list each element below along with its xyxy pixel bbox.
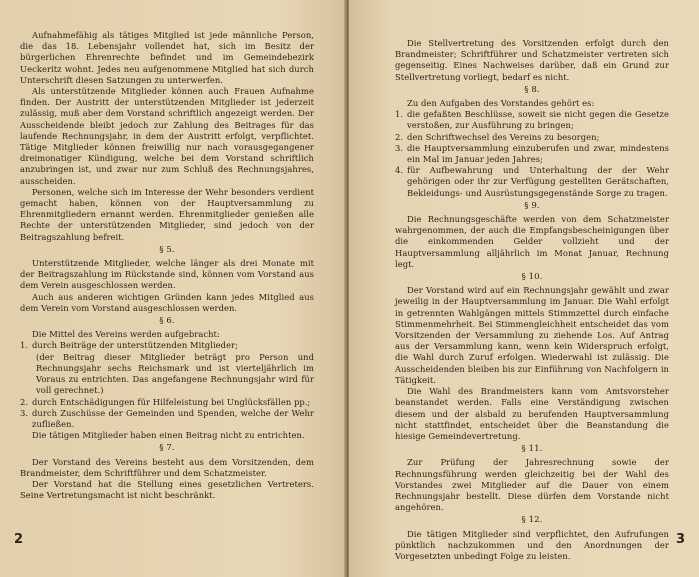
list-item-number: 2.	[20, 396, 29, 407]
paragraph: Die tätigen Mitglieder sind verpflichtet, den Aufrufungen pünktlich nachzukommen und den Anordnungen der Vorgesetzten unbedingt Folge zu leisten.	[395, 528, 669, 561]
list-item-text: durch Entschädigungen für Hilfeleistung bei Unglücksfällen pp.;	[32, 396, 311, 407]
section-heading: § 9.	[524, 200, 540, 211]
list-item	[395, 109, 669, 131]
list-item-text: die Hauptversammlung einzuberufen und zwar, mindestens ein Mal im Januar jeden Jahres;	[407, 142, 669, 165]
paragraph: Zur Prüfung der Jahresrechnung sowie der Rechnungsführung werden gleichzeitig bei der Wahl des Vorstandes zwei Mitglieder auf die Dauer von einem Rechnungsjahr bestellt. Diese dürfen dem Vorstande nicht angehören.	[395, 457, 669, 513]
section-heading: § 7.	[159, 443, 175, 454]
right-page-text	[395, 38, 669, 562]
list-item-number: 2.	[395, 131, 404, 142]
list-item-text: den Schriftwechsel des Vereins zu besorgen;	[407, 131, 600, 142]
section-heading: § 11.	[521, 444, 543, 455]
section-heading: § 6.	[159, 316, 175, 327]
page-number-right: 3	[675, 532, 685, 547]
list-item	[395, 132, 669, 143]
section-heading: § 12.	[521, 515, 543, 526]
paragraph: Die Mittel des Vereins werden aufgebracht:	[32, 329, 220, 340]
list-item-text: für Aufbewahrung und Unterhaltung der der Wehr gehörigen oder ihr zur Verfügung gestellten Gerätschaften, Bekleidungs- und Ausrüstungsgegenstände Sorge zu tragen.	[407, 165, 669, 198]
list-item-text: durch Beiträge der unterstützenden Mitglieder;	[32, 340, 239, 351]
list-item-number: 3.	[395, 142, 404, 153]
list-item-number: 3.	[20, 407, 29, 418]
paragraph: Auch aus anderen wichtigen Gründen kann jedes Mitglied aus dem Verein vom Vorstand ausgeschlossen werden.	[20, 291, 314, 313]
list-item-number: 1.	[395, 109, 404, 120]
paragraph: Der Vorstand wird auf ein Rechnungsjahr gewählt und zwar jeweilig in der Hauptversammlung im Januar. Die Wahl erfolgt in getrennten Wahlgängen mittels Stimmzettel durch einfache Stimmenmehrheit. Bei Stimmengleichheit entscheidet das vom Vorsitzenden der Versammlung zu ziehende Los. Auf Antrag aus der Versammlung kann, wenn kein Widerspruch erfolgt, die Wahl durch Zuruf erfolgen. Wiederwahl ist zulässig. Die Ausscheidenden bleiben bis zur Einführung von Nachfolgern in Tätigkeit.	[395, 285, 669, 385]
section-heading: § 5.	[159, 244, 175, 255]
paragraph: Personen, welche sich im Interesse der Wehr besonders verdient gemacht haben, können von der Hauptversammlung zu Ehrenmitgliedern ernannt werden. Ehrenmitglieder genießen alle Rechte der unterstützenden Mitglieder, sind jedoch von der Beitragszahlung befreit.	[20, 186, 314, 242]
list-item-text: durch Zuschüsse der Gemeinden und Spenden, welche der Wehr zufließen.	[32, 407, 314, 429]
paragraph: Der Vorstand hat die Stellung eines gesetzlichen Vertreters. Seine Vertretungsmacht ist nicht beschränkt.	[20, 478, 314, 501]
paragraph: Zu den Aufgaben des Vorstandes gehört es:	[407, 98, 595, 109]
list-item	[395, 143, 669, 165]
list-item	[20, 408, 314, 430]
paragraph: Der Vorstand des Vereins besteht aus dem Vorsitzenden, dem Brandmeister, dem Schriftführer und dem Schatzmeister.	[20, 456, 314, 478]
page-number-left: 2	[14, 532, 24, 547]
paragraph: Unterstützende Mitglieder, welche länger als drei Monate mit der Beitragszahlung im Rückstande sind, können vom Vorstand aus dem Verein ausgeschlossen werden.	[20, 258, 314, 291]
paragraph: Die Stellvertretung des Vorsitzenden erfolgt durch den Brandmeister; Schriftführer und Schatzmeister vertreten sich gegenseitig. Eines Nachweises darüber, daß ein Grund zur Stellvertretung vorliegt, bedarf es nicht.	[395, 38, 669, 82]
paragraph: Aufnahmefähig als tätiges Mitglied ist jede männliche Person, die das 18. Lebensjahr vollendet hat, sich im Besitz der bürgerlichen Ehrenrechte befindet und im Gemeindebezirk Ueckeritz wohnt. Jedes neu aufgenommene Mitglied hat sich durch Unterschrift diesen Satzungen zu unterwerfen.	[20, 30, 314, 85]
list-item-text: die gefaßten Beschlüsse, soweit sie nicht gegen die Gesetze verstoßen, zur Ausführung zu bringen;	[407, 109, 669, 131]
list-item	[20, 397, 314, 408]
sub-paragraph: (der Beitrag dieser Mitglieder beträgt pro Person und Rechnungsjahr sechs Reichsmark und ist vierteljährlich im Voraus zu entrichten. Das angefangene Rechnungsjahr wird für voll gerechnet.)	[36, 351, 314, 396]
list-item	[20, 340, 314, 351]
section-heading: § 8.	[524, 84, 540, 95]
paragraph: Die Rechnungsgeschäfte werden von dem Schatzmeister wahrgenommen, der auch die Empfangsbescheinigungen über die einkommenden Gelder vollzieht und der Hauptversammlung alljährlich im Monat Januar, Rechnung legt.	[395, 214, 669, 269]
paragraph: Als unterstützende Mitglieder können auch Frauen Aufnahme finden. Der Austritt der unterstützenden Mitglieder ist jederzeit zulässig, muß aber dem Vorstand schriftlich angezeigt werden. Der Ausscheidende bleibt jedoch zur Zahlung des Beitrages für das laufende Rechnungsjahr, in dem der Austritt erfolgt, verpflichtet. Tätige Mitglieder können freiwillig nur nach vorausgegangener dreimonatiger Kündigung, welche bei dem Vorstand schriftlich anzubringen ist, und zwar nur zum Schluß des Rechnungsjahres, ausscheiden.	[20, 86, 314, 186]
section-heading: § 10.	[521, 272, 543, 283]
list-item-number: 4.	[395, 165, 404, 176]
left-page	[0, 0, 346, 577]
list-item	[395, 165, 669, 199]
list-item-number: 1.	[20, 340, 29, 351]
paragraph: Die tätigen Mitglieder haben einen Beitrag nicht zu entrichten.	[32, 430, 305, 441]
right-page	[349, 0, 699, 577]
left-page-text	[20, 30, 314, 501]
paragraph: Die Wahl des Brandmeisters kann vom Amtsvorsteher beanstandet werden. Falls eine Verständigung zwischen diesem und der alsbald zu berufenden Hauptversammlung nicht stattfindet, entscheidet über die Beanstandung die hiesige Gemeindevertretung.	[395, 386, 669, 441]
